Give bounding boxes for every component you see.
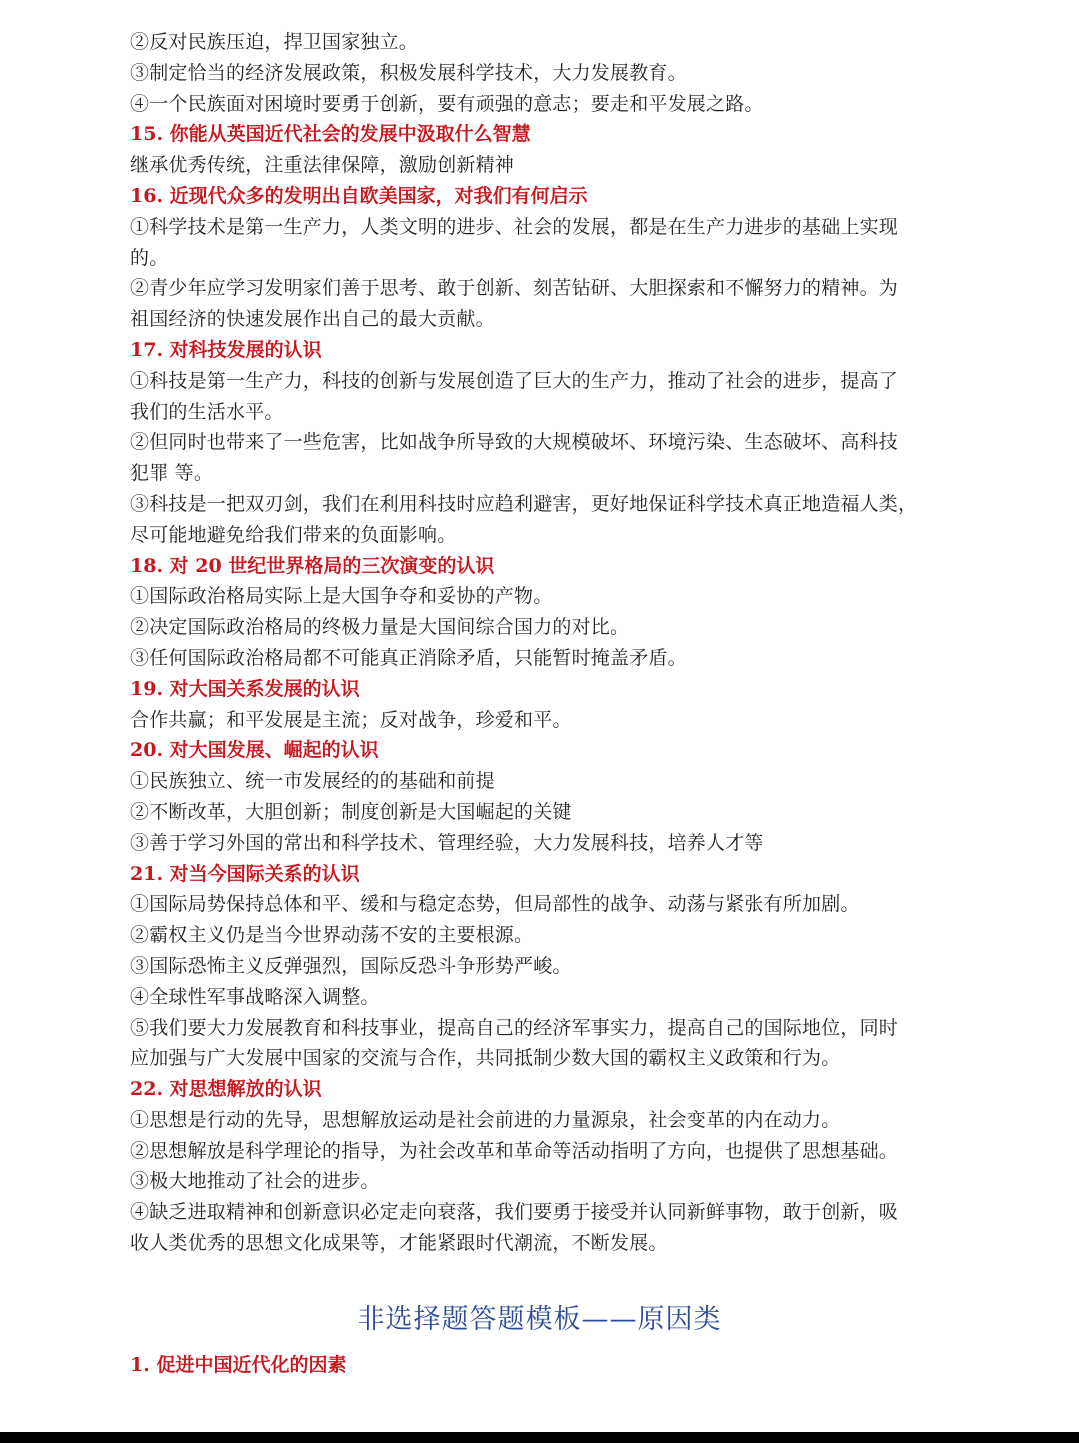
text-line: ④全球性军事战略深入调整。 — [130, 985, 380, 1008]
text-line: ④一个民族面对困境时要勇于创新，要有顽强的意志；要走和平发展之路。 — [130, 92, 764, 115]
text-line: 的。 — [130, 246, 169, 269]
text-line: 收人类优秀的思想文化成果等，才能紧跟时代潮流，不断发展。 — [130, 1232, 668, 1255]
text-line: ②反对民族压迫，捍卫国家独立。 — [130, 31, 419, 53]
question-heading: 22. 对思想解放的认识 — [130, 1078, 322, 1101]
text-line: ①民族独立、统一市发展经的的基础和前提 — [130, 770, 495, 793]
question-heading: 18. 对 20 世纪世界格局的三次演变的认识 — [130, 554, 495, 577]
text-line: 合作共赢；和平发展是主流；反对战争，珍爱和平。 — [130, 708, 572, 731]
text-line: 尽可能地避免给我们带来的负面影响。 — [130, 523, 457, 546]
text-line: 祖国经济的快速发展作出自己的最大贡献。 — [130, 308, 495, 331]
text-line: 我们的生活水平。 — [130, 400, 284, 423]
text-line: ⑤我们要大力发展教育和科技事业，提高自己的经济军事实力，提高自己的国际地位，同时 — [130, 1016, 899, 1039]
text-line: 继承优秀传统，注重法律保障，激励创新精神 — [130, 154, 515, 177]
text-line: ②霸权主义仍是当今世界动荡不安的主要根源。 — [130, 924, 534, 947]
text-line: ②但同时也带来了一些危害，比如战争所导致的大规模破坏、环境污染、生态破坏、高科技 — [130, 431, 899, 454]
text-line: ①国际局势保持总体和平、缓和与稳定态势，但局部性的战争、动荡与紧张有所加剧。 — [130, 893, 860, 916]
text-line: ③善于学习外国的常出和科学技术、管理经验，大力发展科技，培养人才等 — [130, 831, 764, 854]
text-line: ①科学技术是第一生产力，人类文明的进步、社会的发展，都是在生产力进步的基础上实现 — [130, 215, 899, 238]
text-line: ③极大地推动了社会的进步。 — [130, 1170, 380, 1193]
text-line: ①国际政治格局实际上是大国争夺和妥协的产物。 — [130, 585, 553, 608]
question-heading: 16. 近现代众多的发明出自欧美国家，对我们有何启示 — [130, 184, 588, 207]
question-heading: 19. 对大国关系发展的认识 — [130, 677, 360, 700]
question-heading: 15. 你能从英国近代社会的发展中汲取什么智慧 — [130, 123, 531, 146]
text-line: ④缺乏进取精神和创新意识必定走向衰落，我们要勇于接受并认同新鲜事物，敢于创新，吸 — [130, 1201, 899, 1224]
text-line: ①思想是行动的先导，思想解放运动是社会前进的力量源泉，社会变革的内在动力。 — [130, 1108, 841, 1131]
bottom-bar — [0, 1432, 1079, 1443]
text-line: 应加强与广大发展中国家的交流与合作，共同抵制少数大国的霸权主义政策和行为。 — [130, 1047, 841, 1070]
text-line: 犯罪 等。 — [130, 462, 214, 485]
section-title: 非选择题答题模板——原因类 — [357, 1304, 722, 1335]
text-line: ③科技是一把双刃剑，我们在利用科技时应趋利避害，更好地保证科学技术真正地造福人类， — [130, 492, 918, 515]
text-line: ①科技是第一生产力，科技的创新与发展创造了巨大的生产力，推动了社会的进步，提高了 — [130, 369, 899, 392]
document-body — [130, 27, 960, 1259]
text-line: ②思想解放是科学理论的指导，为社会改革和革命等活动指明了方向，也提供了思想基础。 — [130, 1139, 899, 1162]
question-heading: 21. 对当今国际关系的认识 — [130, 862, 360, 885]
text-line: ③制定恰当的经济发展政策，积极发展科学技术，大力发展教育。 — [130, 61, 687, 84]
question-heading: 17. 对科技发展的认识 — [130, 338, 322, 361]
text-line: ③国际恐怖主义反弹强烈，国际反恐斗争形势严峻。 — [130, 954, 572, 977]
text-line: ③任何国际政治格局都不可能真正消除矛盾，只能暂时掩盖矛盾。 — [130, 646, 687, 669]
text-line: ②青少年应学习发明家们善于思考、敢于创新、刻苦钻研、大胆探索和不懈努力的精神。为 — [130, 277, 899, 300]
text-line: ②决定国际政治格局的终极力量是大国间综合国力的对比。 — [130, 616, 630, 639]
question-heading: 20. 对大国发展、崛起的认识 — [130, 739, 379, 762]
text-line: ②不断改革，大胆创新；制度创新是大国崛起的关键 — [130, 800, 572, 823]
section-first-heading: 1. 促进中国近代化的因素 — [130, 1354, 347, 1376]
